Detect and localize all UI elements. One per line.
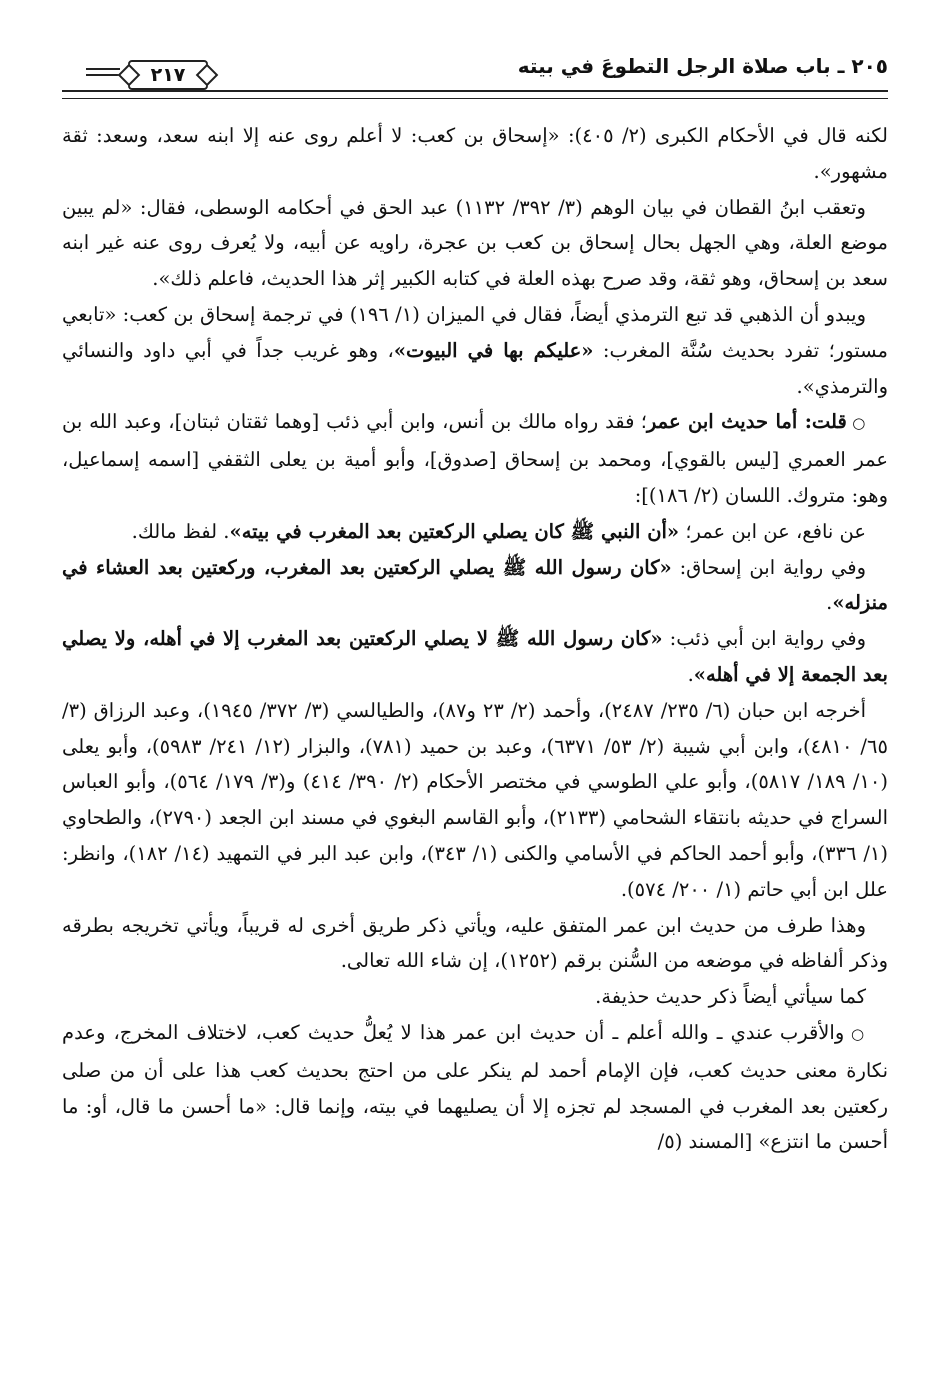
text-segment: وتعقب ابنُ القطان في بيان الوهم (٣/ ٣٩٢/ ١١٣٢) عبد الحق في أحكامه الوسطى، فقال: «لم يبين موضع العلة، وهي الجهل بحال إسحاق بن كعب بن عجرة، راويه عن أبيه، ولا يُعرف روى عنه غير ابنه سعد بن إسحاق، وهو ثقة، وقد صرح بهذه العلة في كتابه الكبير إثر هذا الحديث، فاعلم ذلك». xyxy=(62,195,888,291)
text-segment: ويبدو أن الذهبي قد تبع الترمذي أيضاً، فقال في الميزان (١/ ١٩٦) في ترجمة إسحاق بن كعب: «تابعي مستور؛ تفرد بحديث سُنَّة المغرب: xyxy=(62,302,888,362)
text-segment: كما سيأتي أيضاً ذكر حديث حذيفة. xyxy=(595,985,866,1009)
bullet-circle: ○ xyxy=(844,1024,866,1043)
header-rule xyxy=(62,90,888,99)
paragraph xyxy=(62,550,888,622)
page-header xyxy=(62,40,888,92)
paragraph xyxy=(62,118,888,190)
text-segment: أخرجه ابن حبان (٦/ ٢٣٥/ ٢٤٨٧)، وأحمد (٢/ ٢٣ و٨٧)، والطيالسي (٣/ ٣٧٢/ ١٩٤٥)، وعبد الرزاق (٣/ ٦٥/ ٤٨١٠)، وابن أبي شيبة (٢/ ٥٣/ ٦٣٧١)، وعبد بن حميد (٧٨١)، والبزار (١٢/ ٢٤١/ ٥٩٨٣)، وأبو يعلى (١٠/ ١٨٩/ ٥٨١٧)، وأبو علي الطوسي في مختصر الأحكام (٢/ ٣٩٠/ ٤١٤) و(٣/ ١٧٩/ ٥٦٤)، وأبو العباس السراج في حديثه بانتقاء الشحامي (٢١٣٣)، وأبو القاسم البغوي في مسند ابن الجعد (٢٧٩٠)، والطحاوي (١/ ٣٣٦)، وأبو أحمد الحاكم في الأسامي والكنى (١/ ٣٤٣)، وابن عبد البر في التمهيد (١٤/ ١٨٢)، وانظر: علل ابن أبي حاتم (١/ ٢٠٠/ ٥٧٤). xyxy=(62,698,888,901)
page-number: ٢١٧ xyxy=(128,60,208,90)
paragraph xyxy=(62,621,888,693)
bold-text-segment: «أن النبي ﷺ كان يصلي الركعتين بعد المغرب في بيته» xyxy=(229,519,680,543)
text-segment: . xyxy=(687,662,694,686)
chapter-title: ٢٠٥ ـ باب صلاة الرجل التطوعَ في بيته xyxy=(517,54,888,78)
text-segment: ؛ فقد رواه مالك بن أنس، وابن أبي ذئب [وهما ثقتان ثبتان]، وعبد الله بن عمر العمري [ليس بالقوي]، ومحمد بن إسحاق [صدوق]، وأبو أمية بن يعلى الثقفي [اسمه إسماعيل، وهو: متروك. اللسان (٢/ ١٨٦)]: xyxy=(62,410,888,507)
bullet-circle: ○ xyxy=(846,414,866,433)
paragraph xyxy=(62,693,888,908)
paragraph xyxy=(62,190,888,297)
bold-text-segment: «عليكم بها في البيوت» xyxy=(393,338,594,362)
text-segment: . xyxy=(826,591,833,615)
text-segment: . لفظ مالك. xyxy=(131,519,230,543)
page-number-ornament xyxy=(86,60,276,88)
paragraph xyxy=(62,1015,888,1160)
text-segment: وهذا طرف من حديث ابن عمر المتفق عليه، ويأتي ذكر طريق أخرى له قريباً، ويأتي تخريجه بطرقه وذكر ألفاظه في موضعه من السُّنن برقم (١٢٥٢)، إن شاء الله تعالى. xyxy=(62,913,888,973)
bold-text-segment: قلت: أما حديث ابن عمر xyxy=(646,410,847,434)
paragraph xyxy=(62,514,888,550)
text-segment: والأقرب عندي ـ والله أعلم ـ أن حديث ابن عمر هذا لا يُعلُّ حديث كعب، لاختلاف المخرج، وعدم نكارة معنى حديث كعب، فإن الإمام أحمد لم ينكر على من احتج بحديث كعب هذا على أن من صلى ركعتين بعد المغرب في المسجد لم تجزه إلا أن يصليهما في بيته، وإنما قال: «ما أحسن ما قال، أو: ما أحسن ما انتزع» [المسند (٥/ xyxy=(62,1020,888,1154)
paragraph xyxy=(62,979,888,1015)
ornament-lines xyxy=(86,68,120,80)
text-segment: ، وهو غريب جداً في أبي داود والنسائي والترمذي». xyxy=(62,338,888,398)
text-segment: لكنه قال في الأحكام الكبرى (٢/ ٤٠٥): «إسحاق بن كعب: لا أعلم روى عنه إلا ابنه سعد، وسعد: ثقة مشهور». xyxy=(62,124,888,183)
body-text xyxy=(62,118,888,1160)
text-segment: وفي رواية ابن أبي ذئب: xyxy=(662,627,866,651)
book-page xyxy=(62,40,888,1154)
paragraph xyxy=(62,908,888,980)
text-segment: عن نافع، عن ابن عمر؛ xyxy=(679,519,866,543)
bold-text-segment: «كان رسول الله ﷺ يصلي الركعتين بعد المغرب، وركعتين بعد العشاء في منزله» xyxy=(62,555,888,615)
bold-text-segment: «كان رسول الله ﷺ لا يصلي الركعتين بعد المغرب إلا في أهله، ولا يصلي بعد الجمعة إلا في أهله» xyxy=(62,627,888,686)
paragraph xyxy=(62,404,888,513)
text-segment: وفي رواية ابن إسحاق: xyxy=(671,555,866,579)
paragraph xyxy=(62,297,888,404)
